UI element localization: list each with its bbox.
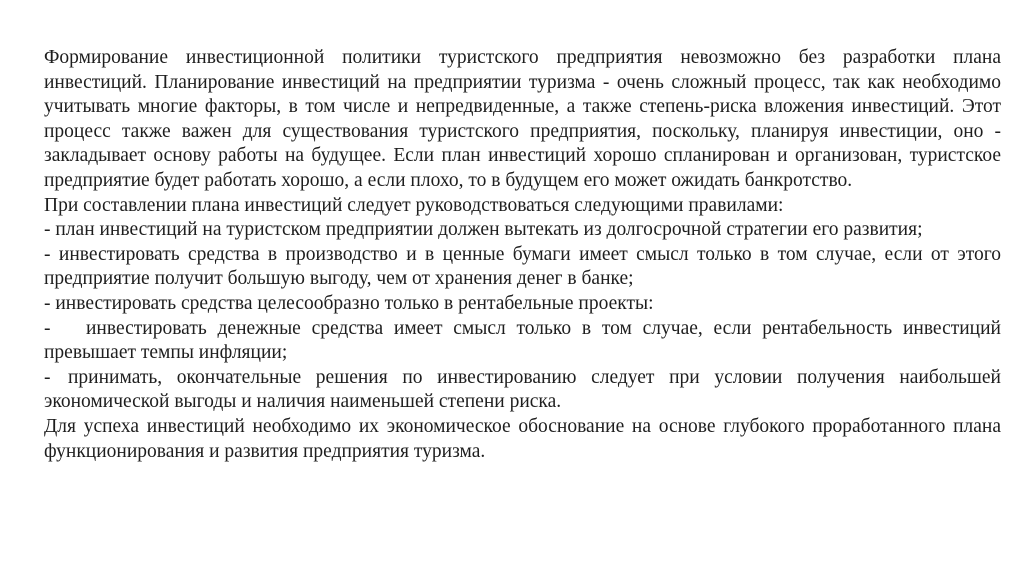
rule-item-text: принимать, окончательные решения по инвестированию следует при условии получения наибольшей экономической выгоды и наличия наименьшей степени риска. [44, 366, 1001, 413]
rule-item-text: инвестировать денежные средства имеет смысл только в том случае, если рентабельность инвестиций превышает темпы инфляции; [44, 317, 1001, 364]
list-marker: - [44, 317, 51, 339]
document-text [44, 46, 1001, 464]
list-marker: - [44, 366, 51, 388]
closing-paragraph: Для успеха инвестиций необходимо их экономическое обоснование на основе глубокого проработанного плана функционирования и развития предприятия туризма. [44, 415, 1001, 462]
intro-paragraph: Формирование инвестиционной политики туристского предприятия невозможно без разработки плана инвестиций. Планирование инвестиций на предприятии туризма - очень сложный процесс, так как необходимо учитывать многие факторы, в том числе и непредвиденные, а также степень-риска вложения инвестиций. Этот процесс также важен для существования туристского предприятия, поскольку, планируя инвестиции, оно - закладывает основу работы на будущее. Если план инвестиций хорошо спланирован и организован, туристское предприятие будет работать хорошо, а если плохо, то в будущем его может ожидать банкротство. [44, 47, 1001, 191]
rule-item: - инвестировать средства в производство и в ценные бумаги имеет смысл только в том случае, если от этого предприятие получит большую выгоду, чем от хранения денег в банке; [44, 243, 1001, 290]
rule-item: - инвестировать средства целесообразно только в рентабельные проекты: [44, 292, 654, 314]
rules-intro: При составлении плана инвестиций следует руководствоваться следующими правилами: [44, 194, 784, 216]
rule-item: - план инвестиций на туристском предприятии должен вытекать из долгосрочной стратегии его развития; [44, 219, 923, 241]
rule-item [44, 317, 1001, 366]
rule-item [44, 366, 1001, 415]
